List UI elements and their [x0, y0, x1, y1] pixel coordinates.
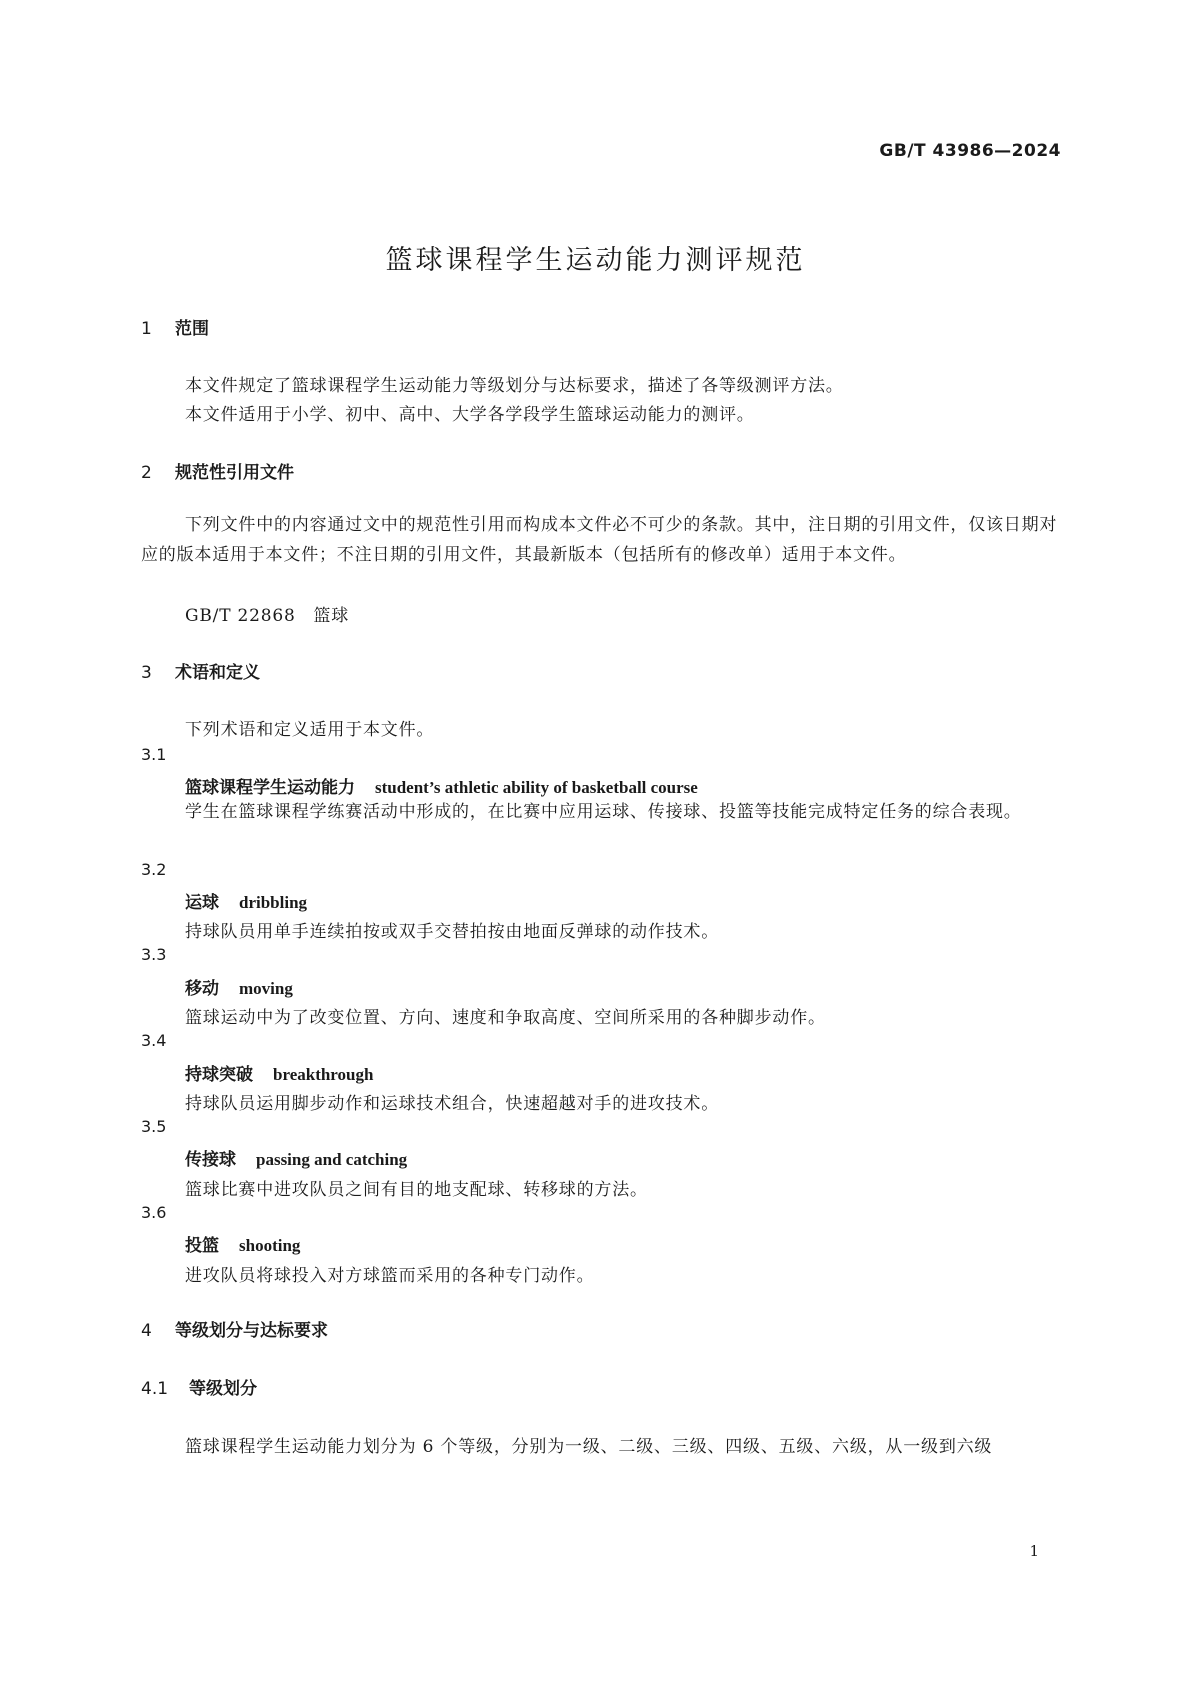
term-title — [185, 1231, 300, 1256]
term-title — [185, 974, 293, 999]
term-title — [185, 1060, 373, 1085]
section-title: 术语和定义 — [175, 663, 260, 683]
term-zh: 移动 — [185, 979, 219, 999]
paragraph: 本文件适用于小学、初中、高中、大学各学段学生篮球运动能力的测评。 — [185, 405, 755, 425]
term-en: shooting — [239, 1236, 301, 1255]
standard-code: GB/T 43986—2024 — [879, 141, 1061, 161]
section-title: 规范性引用文件 — [175, 463, 294, 483]
paragraph — [141, 510, 1059, 570]
term-definition — [141, 797, 1059, 827]
term-definition: 持球队员运用脚步动作和运球技术组合，快速超越对手的进攻技术。 — [185, 1094, 719, 1114]
term-number: 3.1 — [141, 745, 167, 764]
term-definition: 持球队员用单手连续拍按或双手交替拍按由地面反弹球的动作技术。 — [185, 922, 719, 942]
section-number: 1 — [141, 319, 152, 339]
term-number: 3.3 — [141, 945, 167, 964]
page-number: 1 — [1029, 1542, 1039, 1560]
term-title — [185, 888, 307, 913]
term-en: passing and catching — [256, 1150, 408, 1169]
document-title: 篮球课程学生运动能力测评规范 — [385, 245, 806, 276]
term-definition: 篮球比赛中进攻队员之间有目的地支配球、转移球的方法。 — [185, 1180, 648, 1200]
definition-text: 学生在篮球课程学练赛活动中形成的，在比赛中应用运球、传接球、投篮等技能完成特定任务的综合表现。 — [185, 802, 1022, 822]
normative-reference: GB/T 22868 篮球 — [185, 606, 350, 626]
term-zh: 运球 — [185, 893, 219, 913]
term-en: breakthrough — [273, 1065, 374, 1084]
section-1-heading — [141, 314, 209, 339]
subsection-number: 4.1 — [141, 1379, 169, 1399]
term-title — [185, 1145, 407, 1170]
term-number: 3.6 — [141, 1203, 167, 1222]
subsection-title: 等级划分 — [189, 1379, 257, 1399]
section-3-heading — [141, 658, 260, 683]
paragraph-text: 下列文件中的内容通过文中的规范性引用而构成本文件必不可少的条款。其中，注日期的引用文件，仅该日期对应的版本适用于本文件；不注日期的引用文件，其最新版本（包括所有的修改单）适用于本文件。 — [141, 515, 1058, 565]
subsection-4-1-heading — [141, 1374, 257, 1399]
paragraph: 篮球课程学生运动能力划分为 6 个等级，分别为一级、二级、三级、四级、五级、六级，从一级到六级 — [185, 1437, 993, 1457]
section-title: 等级划分与达标要求 — [175, 1321, 328, 1341]
section-number: 3 — [141, 663, 152, 683]
term-number: 3.2 — [141, 860, 167, 879]
term-definition: 进攻队员将球投入对方球篮而采用的各种专门动作。 — [185, 1266, 595, 1286]
section-4-heading — [141, 1316, 328, 1341]
section-number: 4 — [141, 1321, 152, 1341]
term-zh: 持球突破 — [185, 1065, 253, 1085]
term-en: dribbling — [239, 893, 308, 912]
term-title — [185, 773, 698, 798]
term-number: 3.5 — [141, 1117, 167, 1136]
paragraph: 本文件规定了篮球课程学生运动能力等级划分与达标要求，描述了各等级测评方法。 — [185, 376, 844, 396]
term-number: 3.4 — [141, 1031, 167, 1050]
section-title: 范围 — [175, 319, 209, 339]
term-en: moving — [239, 979, 293, 998]
term-definition: 篮球运动中为了改变位置、方向、速度和争取高度、空间所采用的各种脚步动作。 — [185, 1008, 826, 1028]
section-number: 2 — [141, 463, 152, 483]
term-zh: 传接球 — [185, 1150, 236, 1170]
term-zh: 投篮 — [185, 1236, 219, 1256]
term-en: student’s athletic ability of basketball course — [375, 778, 698, 797]
section-2-heading — [141, 458, 294, 483]
paragraph: 下列术语和定义适用于本文件。 — [185, 720, 435, 740]
term-zh: 篮球课程学生运动能力 — [185, 778, 355, 798]
